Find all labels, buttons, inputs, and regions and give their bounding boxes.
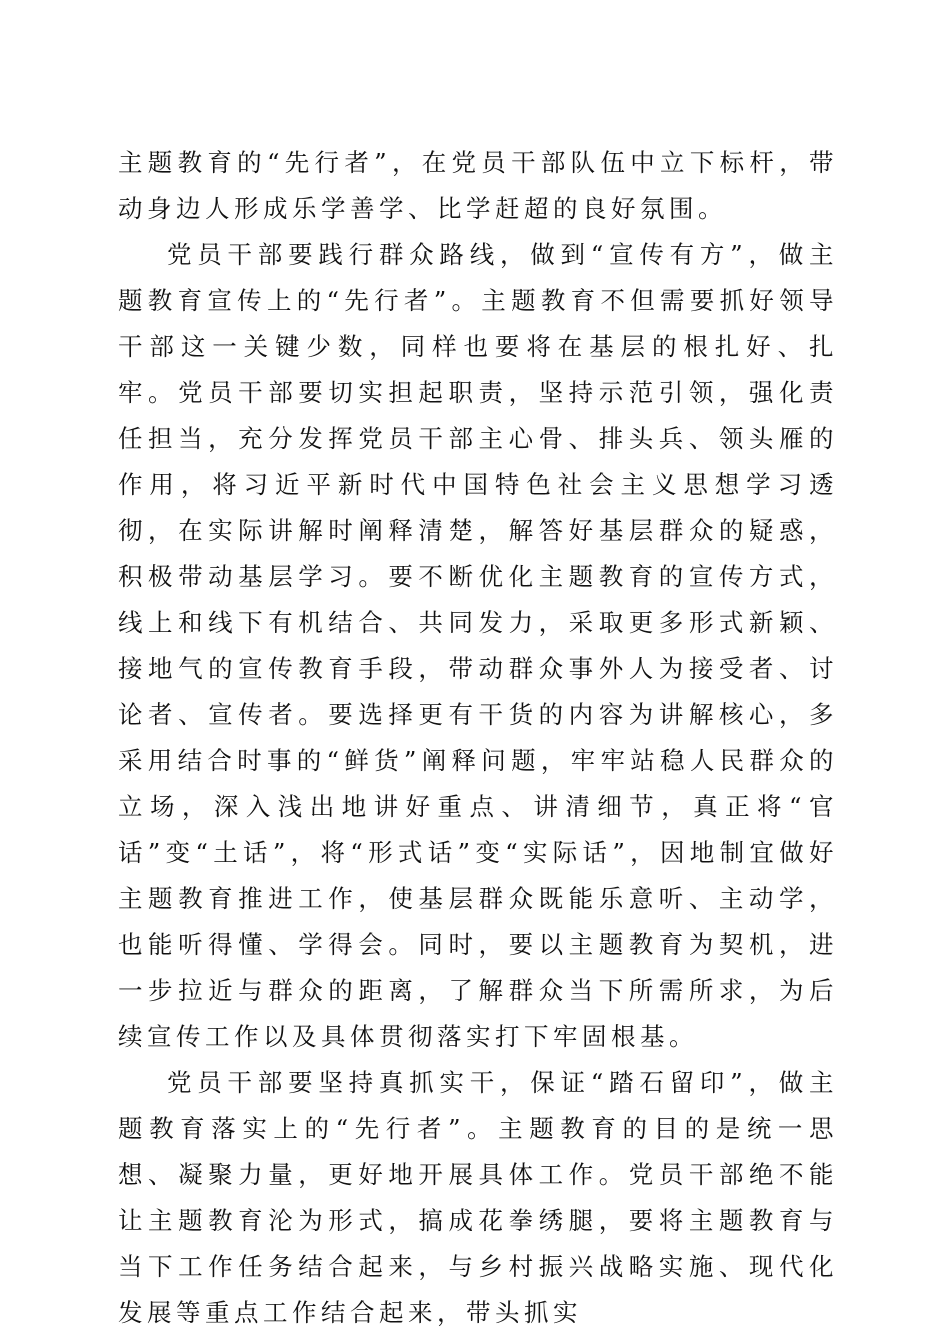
paragraph-2: 党员干部要践行群众路线，做到“宣传有方”，做主题教育宣传上的“先行者”。主题教育不但需要抓好领导干部这一关键少数，同样也要将在基层的根扎好、扎牢。党员干部要切实担起职责，坚持示范引领，强化责任担当，充分发挥党员干部主心骨、排头兵、领头雁的作用，将习近平新时代中国特色社会主义思想学习透彻，在实际讲解时阐释清楚，解答好基层群众的疑惑，积极带动基层学习。要不断优化主题教育的宣传方式，线上和线下有机结合、共同发力，采取更多形式新颖、接地气的宣传教育手段，带动群众事外人为接受者、讨论者、宣传者。要选择更有干货的内容为讲解核心，多采用结合时事的“鲜货”阐释问题，牢牢站稳人民群众的立场，深入浅出地讲好重点、讲清细节，真正将“官话”变“土话”，将“形式话”变“实际话”，因地制宜做好主题教育推进工作，使基层群众既能乐意听、主动学，也能听得懂、学得会。同时，要以主题教育为契机，进一步拉近与群众的距离，了解群众当下所需所求，为后续宣传工作以及具体贯彻落实打下牢固根基。	[118, 240, 838, 1051]
paragraph-1: 主题教育的“先行者”，在党员干部队伍中立下标杆，带动身边人形成乐学善学、比学赶超的良好氛围。	[118, 148, 838, 223]
body-text	[118, 140, 838, 1336]
paragraph-3: 党员干部要坚持真抓实干，保证“踏石留印”，做主题教育落实上的“先行者”。主题教育的目的是统一思想、凝聚力量，更好地开展具体工作。党员干部绝不能让主题教育沦为形式，搞成花拳绣腿，要将主题教育与当下工作任务结合起来，与乡村振兴战略实施、现代化发展等重点工作结合起来，带头抓实	[118, 1068, 838, 1327]
